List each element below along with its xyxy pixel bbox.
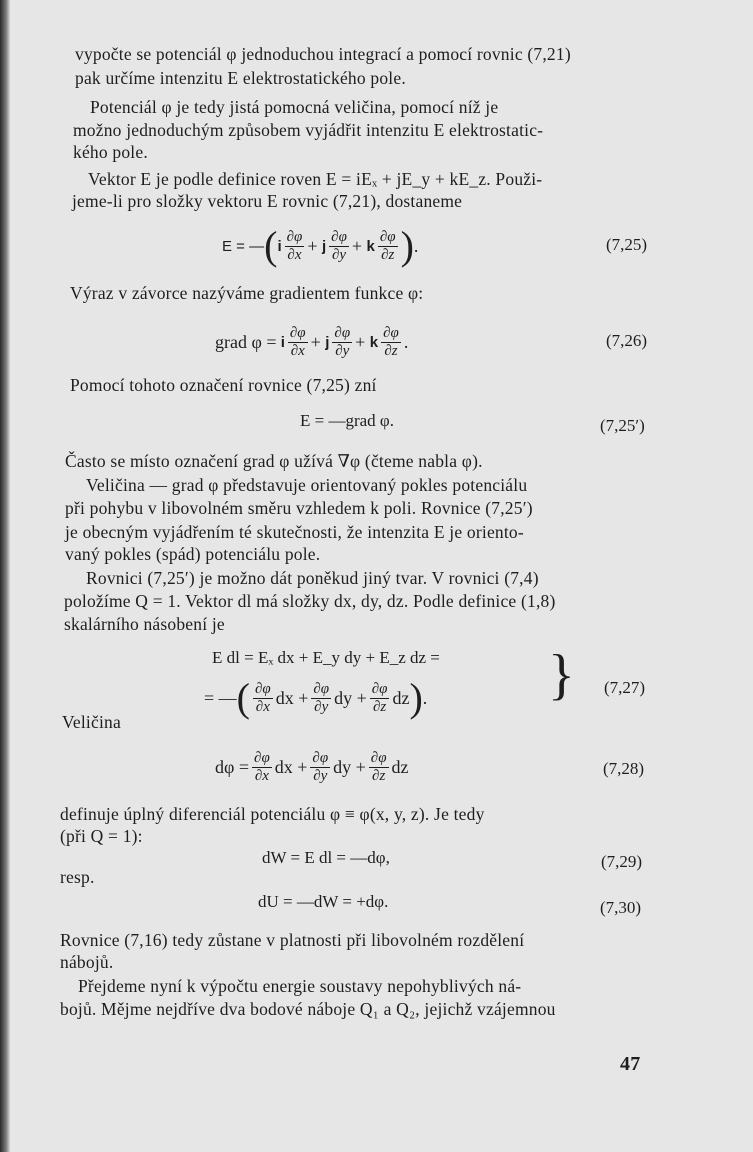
equation-7-25: E = — ( i ∂φ ∂x + j ∂φ ∂y + k ∂φ ∂z ) . xyxy=(222,223,419,268)
equation-7-26: grad φ = i ∂φ ∂x + j ∂φ ∂y + k ∂φ ∂z . xyxy=(215,324,409,359)
text-line-12: při pohybu v libovolném směru vzhledem k poli. Rovnice (7,25′) xyxy=(65,498,533,518)
text-line-5: kého pole. xyxy=(73,142,148,162)
text-line-22: Rovnice (7,16) tedy zůstane v platnosti při libovolném rozdělení xyxy=(60,930,525,950)
page-number: 47 xyxy=(620,1053,641,1075)
text-line-1: vypočte se potenciál φ jednoduchou integrací a pomocí rovnic (7,21) xyxy=(75,44,571,64)
text-line-20: (při Q = 1): xyxy=(60,826,143,846)
equation-7-26-lhs: grad φ = xyxy=(215,331,277,352)
text-line-10: Často se místo označení grad φ užívá ∇φ (čteme nabla φ). xyxy=(65,451,483,471)
text-line-15: Rovnici (7,25′) je možno dát poněkud jiný tvar. V rovnici (7,4) xyxy=(86,568,539,588)
equation-number-7-28: (7,28) xyxy=(603,759,645,778)
text-line-6: Vektor E je podle definice roven E = iEₓ + jE_y + kE_z. Použi- xyxy=(88,169,543,189)
equation-number-7-27: (7,27) xyxy=(604,678,646,697)
text-line-8: Výraz v závorce nazýváme gradientem funkce φ: xyxy=(70,283,424,303)
text-line-13: je obecným vyjádřením té skutečnosti, že intenzita E je oriento- xyxy=(65,522,524,542)
equation-7-29: dW = E dl = —dφ, xyxy=(262,848,390,867)
text-line-7: jeme-li pro složky vektoru E rovnic (7,21), dostaneme xyxy=(72,191,463,211)
equation-number-7-26: (7,26) xyxy=(606,331,648,350)
text-line-25: bojů. Mějme nejdříve dva bodové náboje Q₁ a Q₂, jejichž vzájemnou xyxy=(60,999,556,1019)
text-line-11: Veličina — grad φ představuje orientovaný pokles potenciálu xyxy=(86,475,528,495)
text-line-19: definuje úplný diferenciál potenciálu φ ≡ φ(x, y, z). Je tedy xyxy=(60,804,485,824)
equation-7-30: dU = —dW = +dφ. xyxy=(258,892,389,911)
text-line-9: Pomocí tohoto označení rovnice (7,25) zní xyxy=(70,375,377,395)
text-line-18: Veličina xyxy=(62,712,121,732)
text-line-3: Potenciál φ je tedy jistá pomocná veličina, pomocí níž je xyxy=(90,97,499,117)
equation-7-27-line1: E dl = Eₓ dx + E_y dy + E_z dz = xyxy=(212,648,440,667)
equation-7-28-lhs: dφ = xyxy=(215,756,250,777)
equation-7-27-line2: = — ( ∂φ ∂x dx + $\frac{\partial\varphi}{\partial y}$ dy + $\frac{\partial\varphi}{\partial z}$ dz ) . xyxy=(204,675,428,720)
equation-number-7-30: (7,30) xyxy=(600,898,642,917)
text-line-2: pak určíme intenzitu E elektrostatického pole. xyxy=(75,68,406,88)
equation-number-7-29: (7,29) xyxy=(601,852,643,871)
equation-7-28: dφ = $\frac{\partial\varphi}{\partial x}$ dx + $\frac{\partial\varphi}{\partial y}$ dy + $\frac{\partial\varphi}{\partial z}$ dz xyxy=(215,749,409,784)
equation-7-25-lhs: E = — xyxy=(222,237,265,255)
text-line-24: Přejdeme nyní k výpočtu energie soustavy nepohyblivých ná- xyxy=(78,976,522,996)
text-line-4: možno jednoduchým způsobem vyjádřit intenzitu E elektrostatic- xyxy=(73,120,544,140)
equation-number-7-25-prime: (7,25′) xyxy=(600,416,645,435)
equation-number-7-25: (7,25) xyxy=(606,235,648,254)
text-line-21: resp. xyxy=(60,867,95,887)
equation-brace: } xyxy=(548,644,575,706)
text-line-23: nábojů. xyxy=(60,952,114,972)
text-line-14: vaný pokles (spád) potenciálu pole. xyxy=(65,544,321,564)
text-line-17: skalárního násobení je xyxy=(64,614,225,634)
equation-7-25-prime: E = —grad φ. xyxy=(300,411,394,430)
text-line-16: položíme Q = 1. Vektor dl má složky dx, dy, dz. Podle definice (1,8) xyxy=(64,591,556,611)
